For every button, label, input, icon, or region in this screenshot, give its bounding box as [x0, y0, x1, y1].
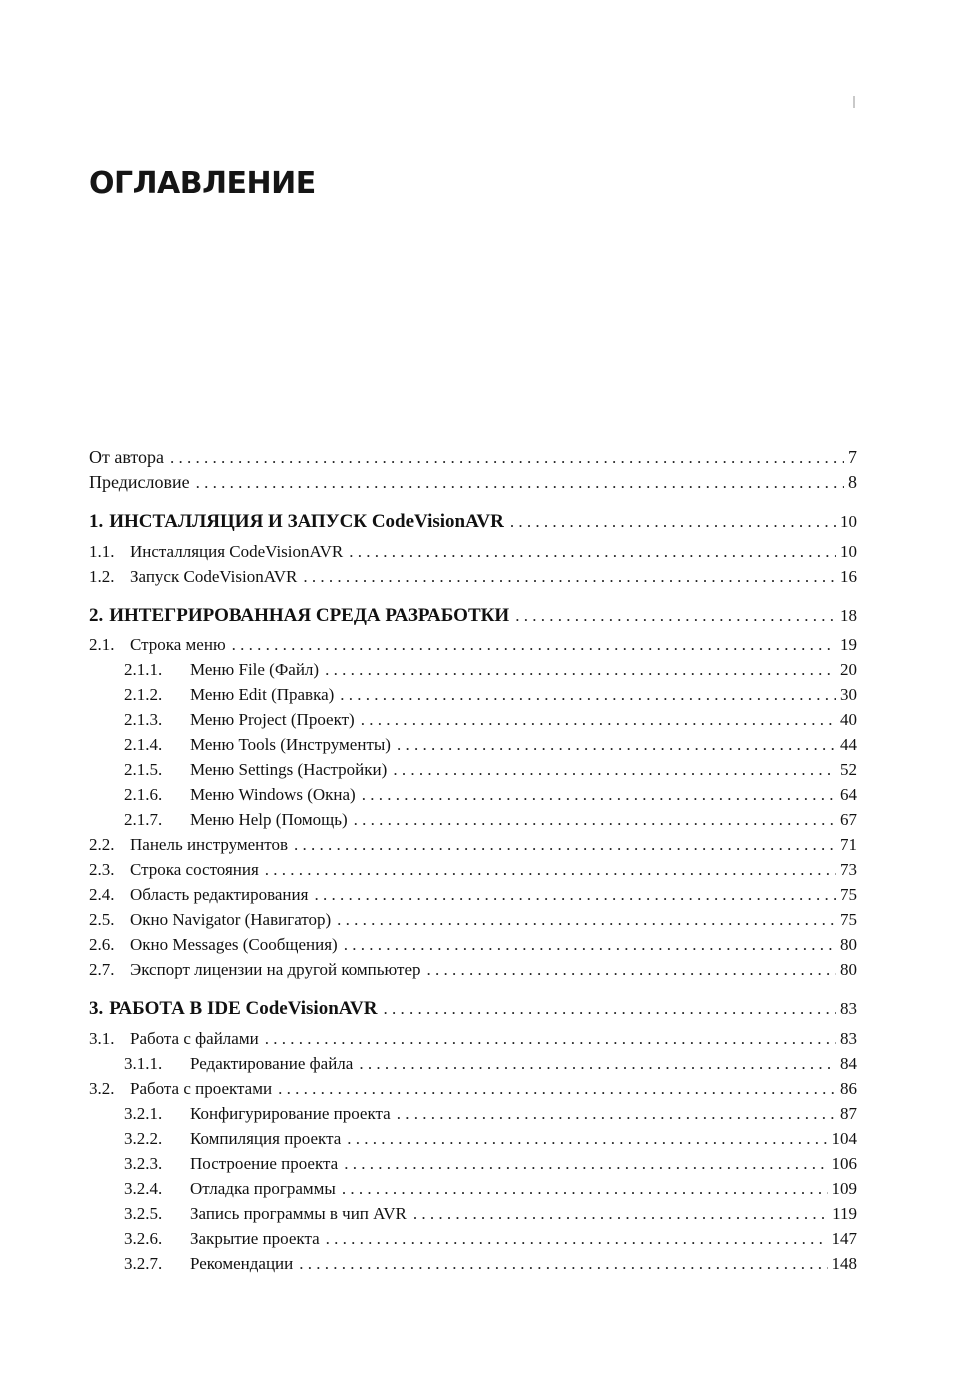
toc-page-number: 16 — [840, 567, 857, 586]
toc-entry-title: Построение проекта — [190, 1154, 339, 1173]
toc-page-number: 19 — [840, 635, 857, 654]
toc-page-number: 67 — [840, 810, 857, 829]
toc-subentry[interactable] — [124, 809, 857, 831]
chapter-number: 2. — [89, 605, 104, 626]
toc-page-number: 71 — [840, 835, 857, 854]
toc-entry-title: Меню Windows (Окна) — [190, 785, 356, 804]
toc-subentry[interactable] — [124, 659, 857, 681]
toc-subentry[interactable] — [124, 1178, 857, 1200]
toc-entry-title: Меню Settings (Настройки) — [190, 760, 388, 779]
toc-subentry[interactable] — [124, 1153, 857, 1175]
dot-leader — [314, 884, 836, 906]
toc-page-number: 18 — [840, 606, 857, 625]
toc-entry[interactable] — [89, 566, 857, 588]
dot-leader — [362, 784, 836, 806]
toc-entry[interactable] — [89, 1028, 857, 1050]
toc-entry-title: Строка состояния — [130, 860, 259, 879]
dot-leader — [397, 1103, 836, 1125]
toc-entry-title: Экспорт лицензии на другой компьютер — [130, 960, 421, 979]
toc-entry-title: Компиляция проекта — [190, 1129, 342, 1148]
toc-entry-title: Закрытие проекта — [190, 1229, 320, 1248]
toc-entry[interactable] — [89, 934, 857, 956]
toc-chapter-2[interactable] — [89, 605, 857, 627]
dot-leader — [359, 1053, 836, 1075]
toc-page-number: 64 — [840, 785, 857, 804]
dot-leader — [303, 566, 836, 588]
dot-leader — [265, 859, 836, 881]
toc-entry[interactable] — [89, 884, 857, 906]
subsection-number: 3.2.2. — [124, 1129, 163, 1148]
dot-leader — [337, 909, 836, 931]
chapter-title — [109, 511, 510, 533]
toc-page-number: 10 — [840, 542, 857, 561]
subsection-number: 2.1.1. — [124, 660, 163, 679]
section-number: 3.1. — [89, 1029, 115, 1048]
subsection-number: 2.1.3. — [124, 710, 163, 729]
dot-leader — [326, 1228, 828, 1250]
dot-leader — [299, 1253, 827, 1275]
toc-page-number: 147 — [831, 1229, 857, 1248]
toc-entry-title: Предисловие — [89, 472, 190, 492]
subsection-number: 2.1.2. — [124, 685, 163, 704]
subsection-number: 3.2.1. — [124, 1104, 163, 1123]
dot-leader — [340, 684, 836, 706]
page-corner-mark — [853, 96, 855, 108]
subsection-number: 3.1.1. — [124, 1054, 163, 1073]
toc-page-number: 20 — [840, 660, 857, 679]
dot-leader — [265, 1028, 836, 1050]
toc-entry-title: Окно Messages (Сообщения) — [130, 935, 338, 954]
toc-page-number: 84 — [840, 1054, 857, 1073]
toc-subentry[interactable] — [124, 1203, 857, 1225]
subsection-number: 3.2.4. — [124, 1179, 163, 1198]
toc-entry[interactable] — [89, 541, 857, 563]
toc-chapter-1[interactable] — [89, 511, 857, 533]
toc-entry-title: Меню Help (Помощь) — [190, 810, 348, 829]
dot-leader — [344, 1153, 827, 1175]
toc-entry-title: Отладка программы — [190, 1179, 336, 1198]
toc-entry-front[interactable] — [89, 446, 857, 469]
toc-page-number: 106 — [831, 1154, 857, 1173]
toc-entry[interactable] — [89, 909, 857, 931]
page-title: ОГЛАВЛЕНИЕ — [89, 166, 316, 201]
toc-page-number: 7 — [848, 447, 857, 467]
toc-page-number: 80 — [840, 960, 857, 979]
subsection-number: 2.1.4. — [124, 735, 163, 754]
toc-page-number: 75 — [840, 910, 857, 929]
section-number: 3.2. — [89, 1079, 115, 1098]
toc-entry-title: Инсталляция CodeVisionAVR — [130, 542, 344, 561]
dot-leader — [278, 1078, 836, 1100]
toc-entry-title: Работа с проектами — [130, 1079, 273, 1098]
toc-entry-title: Меню File (Файл) — [190, 660, 320, 679]
toc-entry[interactable] — [89, 834, 857, 856]
toc-entry-front[interactable] — [89, 471, 857, 494]
subsection-number: 3.2.7. — [124, 1254, 163, 1273]
dot-leader — [397, 734, 836, 756]
toc-page-number: 109 — [831, 1179, 857, 1198]
toc-entry-title: Конфигурирование проекта — [190, 1104, 391, 1123]
toc-entry[interactable] — [89, 634, 857, 656]
toc-page-number: 52 — [840, 760, 857, 779]
toc-entry-title: Рекомендации — [190, 1254, 294, 1273]
toc-subentry[interactable] — [124, 684, 857, 706]
dot-leader — [384, 998, 837, 1020]
toc-subentry[interactable] — [124, 759, 857, 781]
dot-leader — [413, 1203, 828, 1225]
toc-page-number: 40 — [840, 710, 857, 729]
subsection-number: 3.2.5. — [124, 1204, 163, 1223]
toc-subentry[interactable] — [124, 1103, 857, 1125]
toc-page-number: 104 — [831, 1129, 857, 1148]
dot-leader — [427, 959, 837, 981]
toc-entry-title: Панель инструментов — [130, 835, 289, 854]
toc-entry-title: Меню Tools (Инструменты) — [190, 735, 391, 754]
subsection-number: 2.1.6. — [124, 785, 163, 804]
chapter-number: 1. — [89, 511, 104, 532]
section-number: 2.5. — [89, 910, 115, 929]
section-number: 2.7. — [89, 960, 115, 979]
chapter-title — [109, 605, 515, 627]
dot-leader — [342, 1178, 828, 1200]
toc-page-number: 119 — [832, 1204, 857, 1223]
subsection-number: 2.1.7. — [124, 810, 163, 829]
toc-subentry[interactable] — [124, 1228, 857, 1250]
chapter-title-product: CodeVisionAVR — [245, 998, 378, 1019]
section-number: 1.1. — [89, 542, 115, 561]
toc-page-number: 148 — [831, 1254, 857, 1273]
toc-entry-title: От автора — [89, 447, 165, 467]
toc-entry-title: Запуск CodeVisionAVR — [130, 567, 298, 586]
chapter-title-text: ИНТЕГРИРОВАННАЯ СРЕДА РАЗРАБОТКИ — [109, 605, 510, 626]
toc-page-number: 86 — [840, 1079, 857, 1098]
toc-chapter-3[interactable] — [89, 998, 857, 1020]
toc-subentry[interactable] — [124, 1053, 857, 1075]
toc-entry-title: Редактирование файла — [190, 1054, 354, 1073]
toc-entry-title: Работа с файлами — [130, 1029, 259, 1048]
section-number: 2.6. — [89, 935, 115, 954]
toc-entry-title: Запись программы в чип AVR — [190, 1204, 407, 1223]
dot-leader — [393, 759, 836, 781]
toc-subentry[interactable] — [124, 1128, 857, 1150]
toc-subentry[interactable] — [124, 1253, 857, 1275]
dot-leader — [325, 659, 836, 681]
section-number: 2.3. — [89, 860, 115, 879]
dot-leader — [196, 472, 844, 494]
dot-leader — [510, 511, 836, 533]
dot-leader — [349, 541, 836, 563]
toc-entry-title: Область редактирования — [130, 885, 309, 904]
toc-entry-title: Меню Edit (Правка) — [190, 685, 335, 704]
toc-page-number: 75 — [840, 885, 857, 904]
toc-entry[interactable] — [89, 959, 857, 981]
toc-entry[interactable] — [89, 859, 857, 881]
toc-page-number: 83 — [840, 999, 857, 1018]
toc-page-number: 10 — [840, 512, 857, 531]
chapter-title-product: CodeVisionAVR — [371, 511, 504, 532]
dot-leader — [347, 1128, 827, 1150]
toc-entry[interactable] — [89, 1078, 857, 1100]
toc-entry-title: Строка меню — [130, 635, 226, 654]
dot-leader — [232, 634, 836, 656]
subsection-number: 3.2.3. — [124, 1154, 163, 1173]
dot-leader — [361, 709, 836, 731]
chapter-title-text: ИНСТАЛЛЯЦИЯ И ЗАПУСК — [109, 511, 368, 532]
dot-leader — [344, 934, 836, 956]
toc-page-number: 73 — [840, 860, 857, 879]
toc-page-number: 30 — [840, 685, 857, 704]
section-number: 2.2. — [89, 835, 115, 854]
toc-page-number: 8 — [848, 472, 857, 492]
toc-subentry[interactable] — [124, 709, 857, 731]
toc-entry-title: Меню Project (Проект) — [190, 710, 355, 729]
dot-leader — [515, 605, 836, 627]
subsection-number: 2.1.5. — [124, 760, 163, 779]
dot-leader — [294, 834, 836, 856]
subsection-number: 3.2.6. — [124, 1229, 163, 1248]
section-number: 2.1. — [89, 635, 115, 654]
chapter-number: 3. — [89, 998, 104, 1019]
toc-page-number: 44 — [840, 735, 857, 754]
toc-subentry[interactable] — [124, 734, 857, 756]
chapter-title — [109, 998, 383, 1020]
section-number: 2.4. — [89, 885, 115, 904]
chapter-title-text: РАБОТА В IDE — [109, 998, 241, 1019]
toc-subentry[interactable] — [124, 784, 857, 806]
dot-leader — [170, 447, 844, 469]
dot-leader — [354, 809, 836, 831]
section-number: 1.2. — [89, 567, 115, 586]
toc-page-number: 80 — [840, 935, 857, 954]
toc-page-number: 87 — [840, 1104, 857, 1123]
toc-entry-title: Окно Navigator (Навигатор) — [130, 910, 332, 929]
toc-page-number: 83 — [840, 1029, 857, 1048]
